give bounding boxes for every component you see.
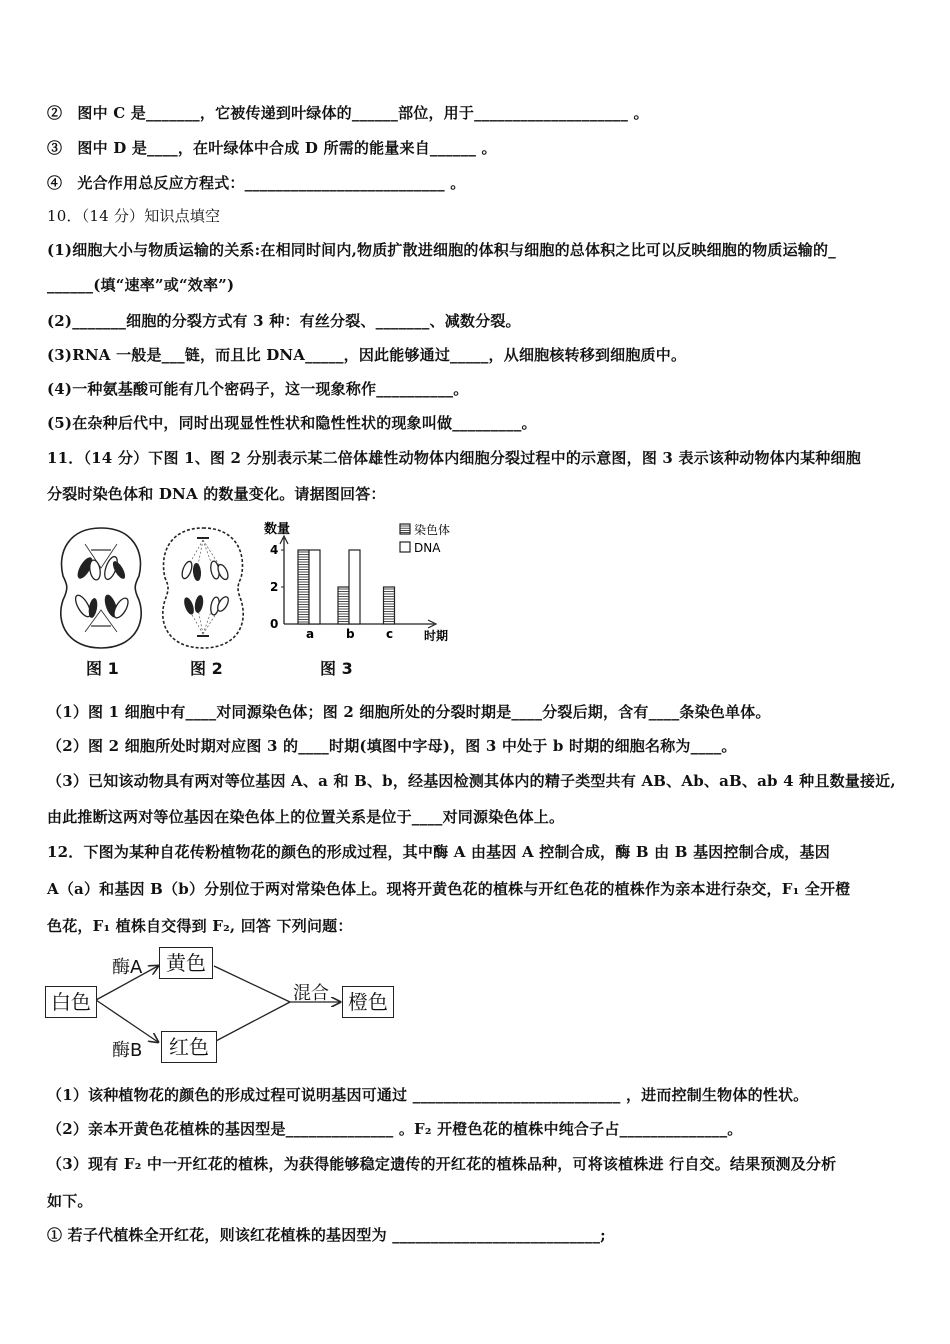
figure-2-caption: 图 2 [190, 659, 223, 678]
bar-chromosome [338, 587, 349, 624]
q11-stem: 11．（14 分）下图 1、图 2 分别表示某二倍体雄性动物体内细胞分裂过程中的示意图，图 3 表示该种动物体内某种细胞 [47, 449, 861, 467]
bar-dna [349, 550, 360, 624]
label-enzyme-a: 酶A [112, 957, 143, 978]
label-enzyme-b: 酶B [112, 1040, 143, 1061]
q10-item5: (5)在杂种后代中，同时出现显性性状和隐性性状的现象叫做_________。 [47, 414, 537, 432]
q11-item2: （2）图 2 细胞所处时期对应图 3 的____时期(填图中字母)，图 3 中处于 b 时期的细胞名称为____。 [47, 737, 737, 755]
chart-y-tick-label: 0 [270, 617, 279, 631]
chart-y-tick-label: 4 [270, 543, 279, 557]
figure-2-cell [157, 524, 249, 652]
figure-1-cell [55, 524, 147, 652]
q10-item1-cont: ______(填“速率”或“效率”) [47, 276, 235, 294]
q9-item3: ③ 图中 D 是____，在叶绿体中合成 D 所需的能量来自______ 。 [47, 139, 497, 157]
q12-result1: ① 若子代植株全开红花，则该红花植株的基因型为 ___________________________; [47, 1226, 606, 1244]
node-orange: 橙色 [342, 986, 394, 1018]
figure-3-caption: 图 3 [320, 659, 353, 678]
legend-label: DNA [414, 541, 441, 555]
label-mix: 混合 [293, 983, 329, 1004]
figure-3-chart [258, 516, 470, 646]
q12-item3: （3）现有 F₂ 中一开红花的植株，为获得能够稳定遗传的开红花的植株品种，可将该植株进 行自交。结果预测及分析 [47, 1155, 837, 1173]
bar-dna [309, 550, 320, 624]
q12-item3-cont: 如下。 [47, 1192, 93, 1210]
q12-stem-cont2: 色花，F₁ 植株自交得到 F₂, 回答 下列问题： [47, 917, 353, 935]
q11-item1: （1）图 1 细胞中有____对同源染色体；图 2 细胞所处的分裂时期是____分裂后期，含有____条染色单体。 [47, 703, 771, 721]
q12-stem: 12．下图为某种自花传粉植物花的颜色的形成过程，其中酶 A 由基因 A 控制合成，酶 B 由 B 基因控制合成，基因 [47, 843, 830, 861]
q11-item3: （3）已知该动物具有两对等位基因 A、a 和 B、b，经基因检测其体内的精子类型共有 AB、Ab、aB、ab 4 种且数量接近, [47, 772, 896, 790]
legend-label: 染色体 [414, 523, 451, 537]
node-white: 白色 [45, 986, 97, 1018]
chart-xlabel: 时期 [424, 629, 449, 643]
legend-swatch [400, 542, 410, 552]
q10-item2: (2)_______细胞的分裂方式有 3 种：有丝分裂、_______、减数分裂。 [47, 312, 521, 330]
chart-x-tick-label: c [386, 627, 394, 641]
q10-item1: (1)细胞大小与物质运输的关系:在相同时间内,物质扩散进细胞的体积与细胞的总体积之比可以反映细胞的物质运输的_ [47, 241, 836, 259]
node-red: 红色 [161, 1031, 217, 1063]
chart-ylabel: 数量 [264, 522, 291, 537]
node-yellow: 黄色 [159, 947, 213, 979]
chart-x-tick-label: b [346, 627, 355, 641]
figure-1-caption: 图 1 [86, 659, 119, 678]
q12-item1: （1）该种植物花的颜色的形成过程可说明基因可通过 ___________________________ ，进而控制生物体的性状。 [47, 1086, 809, 1104]
chart-legend [400, 522, 450, 555]
bar-chromosome [384, 587, 395, 624]
q10-item4: (4)一种氨基酸可能有几个密码子，这一现象称作__________。 [47, 380, 469, 398]
q9-item4: ④ 光合作用总反应方程式：__________________________ 。 [47, 174, 466, 192]
chart-bars [298, 550, 395, 641]
q12-item2: （2）亲本开黄色花植株的基因型是______________ 。F₂ 开橙色花的植株中纯合子占______________。 [47, 1120, 743, 1138]
q11-stem-cont: 分裂时染色体和 DNA 的数量变化。请据图回答： [47, 485, 386, 503]
q10-item3: (3)RNA 一般是___链，而且比 DNA_____，因此能够通过_____，从细胞核转移到细胞质中。 [47, 346, 687, 364]
q11-item3-cont: 由此推断这两对等位基因在染色体上的位置关系是位于____对同源染色体上。 [47, 808, 565, 826]
chart-y-tick-label: 2 [270, 580, 279, 594]
q10-title: 10．（14 分）知识点填空 [47, 207, 221, 225]
chart-x-tick-label: a [306, 627, 315, 641]
q12-stem-cont1: A（a）和基因 B（b）分别位于两对常染色体上。现将开黄色花的植株与开红色花的植株作为亲本进行杂交，F₁ 全开橙 [47, 880, 851, 898]
q9-item2: ② 图中 C 是_______，它被传递到叶绿体的______部位，用于____________________ 。 [47, 104, 649, 122]
